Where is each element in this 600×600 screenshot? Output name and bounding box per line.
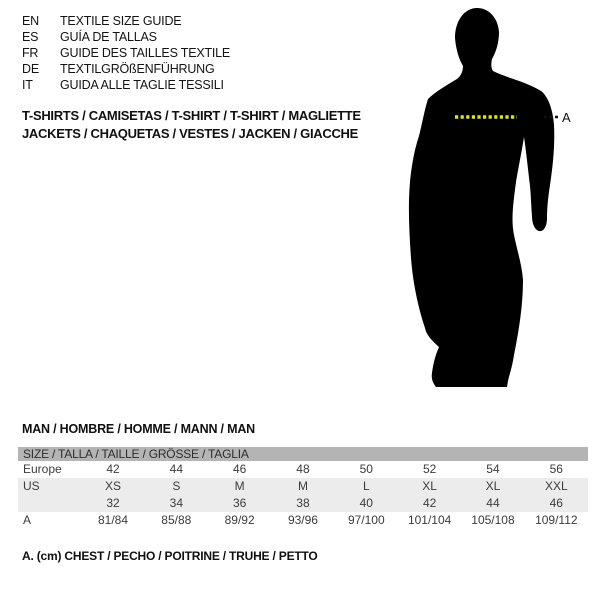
size-cell: 109/112 — [535, 513, 578, 527]
size-cell: M — [271, 478, 334, 495]
language-code: IT — [22, 78, 33, 92]
size-cell: 52 — [422, 462, 437, 476]
list-item — [22, 45, 230, 61]
size-cell: XS — [81, 478, 144, 495]
size-cell: L — [335, 478, 398, 495]
table-row-europe — [18, 461, 588, 478]
size-cell: 32 — [81, 495, 144, 512]
measurement-footnote: A. (cm) CHEST / PECHO / POITRINE / TRUHE / PETTO — [22, 549, 318, 563]
size-cell: XXL — [525, 478, 588, 495]
row-label — [18, 495, 81, 512]
size-cell: 85/88 — [161, 513, 192, 527]
language-label: TEXTILGRÖßENFÜHRUNG — [60, 62, 215, 76]
list-item — [22, 61, 230, 77]
table-header-row — [18, 447, 588, 461]
row-label: A — [23, 513, 32, 527]
language-label: GUÍA DE TALLAS — [60, 30, 157, 44]
size-cell: 44 — [461, 495, 524, 512]
row-label: US — [18, 478, 81, 495]
section-title-man: MAN / HOMBRE / HOMME / MANN / MAN — [22, 422, 255, 436]
size-cell: M — [208, 478, 271, 495]
language-label: TEXTILE SIZE GUIDE — [60, 14, 182, 28]
size-cell: XL — [461, 478, 524, 495]
size-cell: 40 — [335, 495, 398, 512]
size-cell: 89/92 — [224, 513, 255, 527]
list-item — [22, 13, 230, 29]
size-cell: 42 — [106, 462, 120, 476]
language-label: GUIDA ALLE TAGLIE TESSILI — [60, 78, 224, 92]
language-label: GUIDE DES TAILLES TEXTILE — [60, 46, 231, 60]
measurement-figure — [395, 0, 600, 395]
size-cell: XL — [398, 478, 461, 495]
man-silhouette — [409, 8, 554, 387]
table-header: SIZE / TALLA / TAILLE / GRÖSSE / TAGLIA — [18, 447, 588, 461]
size-table — [18, 447, 588, 529]
size-cell: 42 — [398, 495, 461, 512]
table-row-us-letter — [18, 478, 588, 495]
size-cell: 38 — [271, 495, 334, 512]
list-item — [22, 77, 230, 93]
language-code: FR — [22, 46, 39, 60]
language-guide-list — [22, 13, 230, 93]
size-cell: 46 — [525, 495, 588, 512]
garment-categories — [22, 107, 361, 143]
size-cell: 105/108 — [471, 513, 515, 527]
size-cell: 93/96 — [287, 513, 318, 527]
size-cell: 48 — [296, 462, 310, 476]
table-row-us-numeric — [18, 495, 588, 512]
size-cell: 46 — [232, 462, 247, 476]
row-label: Europe — [23, 462, 62, 476]
table-row-chest-cm — [18, 512, 588, 529]
language-code: ES — [22, 30, 39, 44]
size-cell: 50 — [359, 462, 373, 476]
size-cell: 54 — [486, 462, 500, 476]
category-line-tshirts: T-SHIRTS / CAMISETAS / T-SHIRT / T-SHIRT / MAGLIETTE — [22, 108, 361, 123]
size-cell: 101/104 — [407, 513, 452, 527]
size-cell: 34 — [145, 495, 208, 512]
category-line-jackets: JACKETS / CHAQUETAS / VESTES / JACKEN / GIACCHE — [22, 126, 358, 141]
size-cell: 81/84 — [97, 513, 128, 527]
measure-label-a: A — [562, 110, 571, 125]
size-cell: 56 — [549, 462, 563, 476]
size-cell: 44 — [169, 462, 183, 476]
language-code: DE — [22, 62, 39, 76]
list-item — [22, 29, 230, 45]
size-cell: S — [145, 478, 208, 495]
language-code: EN — [22, 14, 39, 28]
size-cell: 97/100 — [347, 513, 385, 527]
size-cell: 36 — [208, 495, 271, 512]
